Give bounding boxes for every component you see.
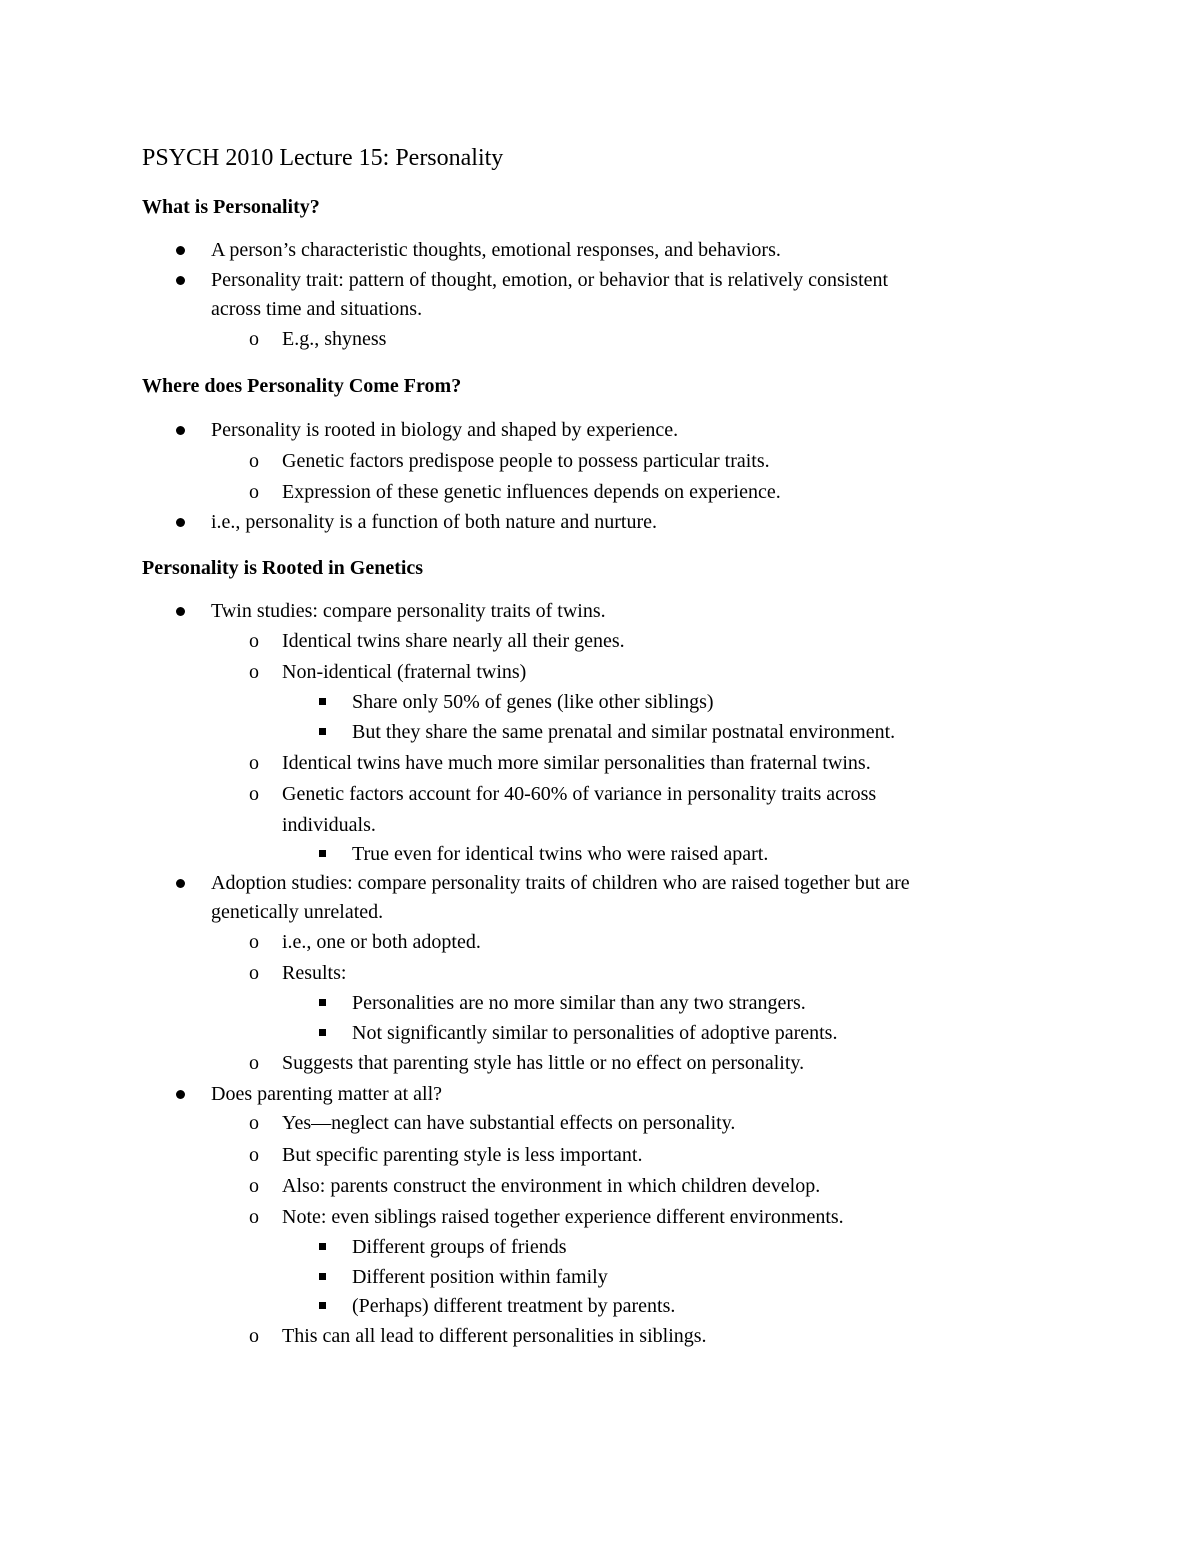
circle-bullet-icon: o [249, 661, 259, 683]
list-item: True even for identical twins who were raised apart. [352, 843, 769, 865]
list-item: Personality trait: pattern of thought, emotion, or behavior that is relatively consistent [211, 269, 889, 291]
list-item: Different position within family [352, 1266, 608, 1288]
list-item: Note: even siblings raised together experience different environments. [282, 1206, 844, 1228]
list-item: Not significantly similar to personalities of adoptive parents. [352, 1022, 838, 1044]
list-item: Results: [282, 962, 347, 984]
circle-bullet-icon: o [249, 450, 259, 472]
circle-bullet-icon: o [249, 1175, 259, 1197]
list-item: Yes—neglect can have substantial effects on personality. [282, 1112, 736, 1134]
list-item: Share only 50% of genes (like other siblings) [352, 691, 714, 713]
circle-bullet-icon: o [249, 630, 259, 652]
bullet-icon [176, 879, 185, 888]
bullet-icon [176, 607, 185, 616]
circle-bullet-icon: o [249, 1052, 259, 1074]
circle-bullet-icon: o [249, 1112, 259, 1134]
list-item: Genetic factors account for 40-60% of variance in personality traits across [282, 783, 877, 805]
list-item: E.g., shyness [282, 328, 387, 350]
bullet-icon [176, 518, 185, 527]
section-heading: What is Personality? [142, 196, 320, 218]
list-item: This can all lead to different personalities in siblings. [282, 1325, 707, 1347]
section-heading: Personality is Rooted in Genetics [142, 557, 424, 579]
circle-bullet-icon: o [249, 481, 259, 503]
square-bullet-icon [319, 1273, 326, 1280]
list-item: Suggests that parenting style has little or no effect on personality. [282, 1052, 805, 1074]
document-title: PSYCH 2010 Lecture 15: Personality [142, 145, 504, 171]
list-item: genetically unrelated. [211, 901, 384, 923]
list-item: Adoption studies: compare personality traits of children who are raised together but are [211, 872, 910, 894]
circle-bullet-icon: o [249, 1325, 259, 1347]
square-bullet-icon [319, 1302, 326, 1309]
circle-bullet-icon: o [249, 931, 259, 953]
list-item: Identical twins share nearly all their genes. [282, 630, 625, 652]
square-bullet-icon [319, 850, 326, 857]
list-item: Personality is rooted in biology and shaped by experience. [211, 419, 679, 441]
circle-bullet-icon: o [249, 752, 259, 774]
circle-bullet-icon: o [249, 783, 259, 805]
list-item: Also: parents construct the environment in which children develop. [282, 1175, 821, 1197]
list-item: individuals. [282, 814, 376, 836]
bullet-icon [176, 246, 185, 255]
bullet-icon [176, 426, 185, 435]
list-item: Different groups of friends [352, 1236, 567, 1258]
list-item: But specific parenting style is less important. [282, 1144, 643, 1166]
circle-bullet-icon: o [249, 962, 259, 984]
list-item: (Perhaps) different treatment by parents. [352, 1295, 676, 1317]
square-bullet-icon [319, 728, 326, 735]
circle-bullet-icon: o [249, 1144, 259, 1166]
bullet-icon [176, 1090, 185, 1099]
square-bullet-icon [319, 1029, 326, 1036]
list-item: Genetic factors predispose people to possess particular traits. [282, 450, 770, 472]
list-item: i.e., one or both adopted. [282, 931, 481, 953]
list-item: Non-identical (fraternal twins) [282, 661, 527, 683]
list-item: But they share the same prenatal and similar postnatal environment. [352, 721, 896, 743]
square-bullet-icon [319, 999, 326, 1006]
list-item: Personalities are no more similar than any two strangers. [352, 992, 806, 1014]
section-heading: Where does Personality Come From? [142, 375, 462, 397]
list-item: A person’s characteristic thoughts, emotional responses, and behaviors. [211, 239, 781, 261]
square-bullet-icon [319, 1243, 326, 1250]
circle-bullet-icon: o [249, 328, 259, 350]
list-item: Expression of these genetic influences depends on experience. [282, 481, 781, 503]
list-item: i.e., personality is a function of both nature and nurture. [211, 511, 657, 533]
list-item: Does parenting matter at all? [211, 1083, 443, 1105]
list-item: Identical twins have much more similar personalities than fraternal twins. [282, 752, 871, 774]
list-item: across time and situations. [211, 298, 423, 320]
square-bullet-icon [319, 698, 326, 705]
list-item: Twin studies: compare personality traits of twins. [211, 600, 606, 622]
bullet-icon [176, 276, 185, 285]
circle-bullet-icon: o [249, 1206, 259, 1228]
